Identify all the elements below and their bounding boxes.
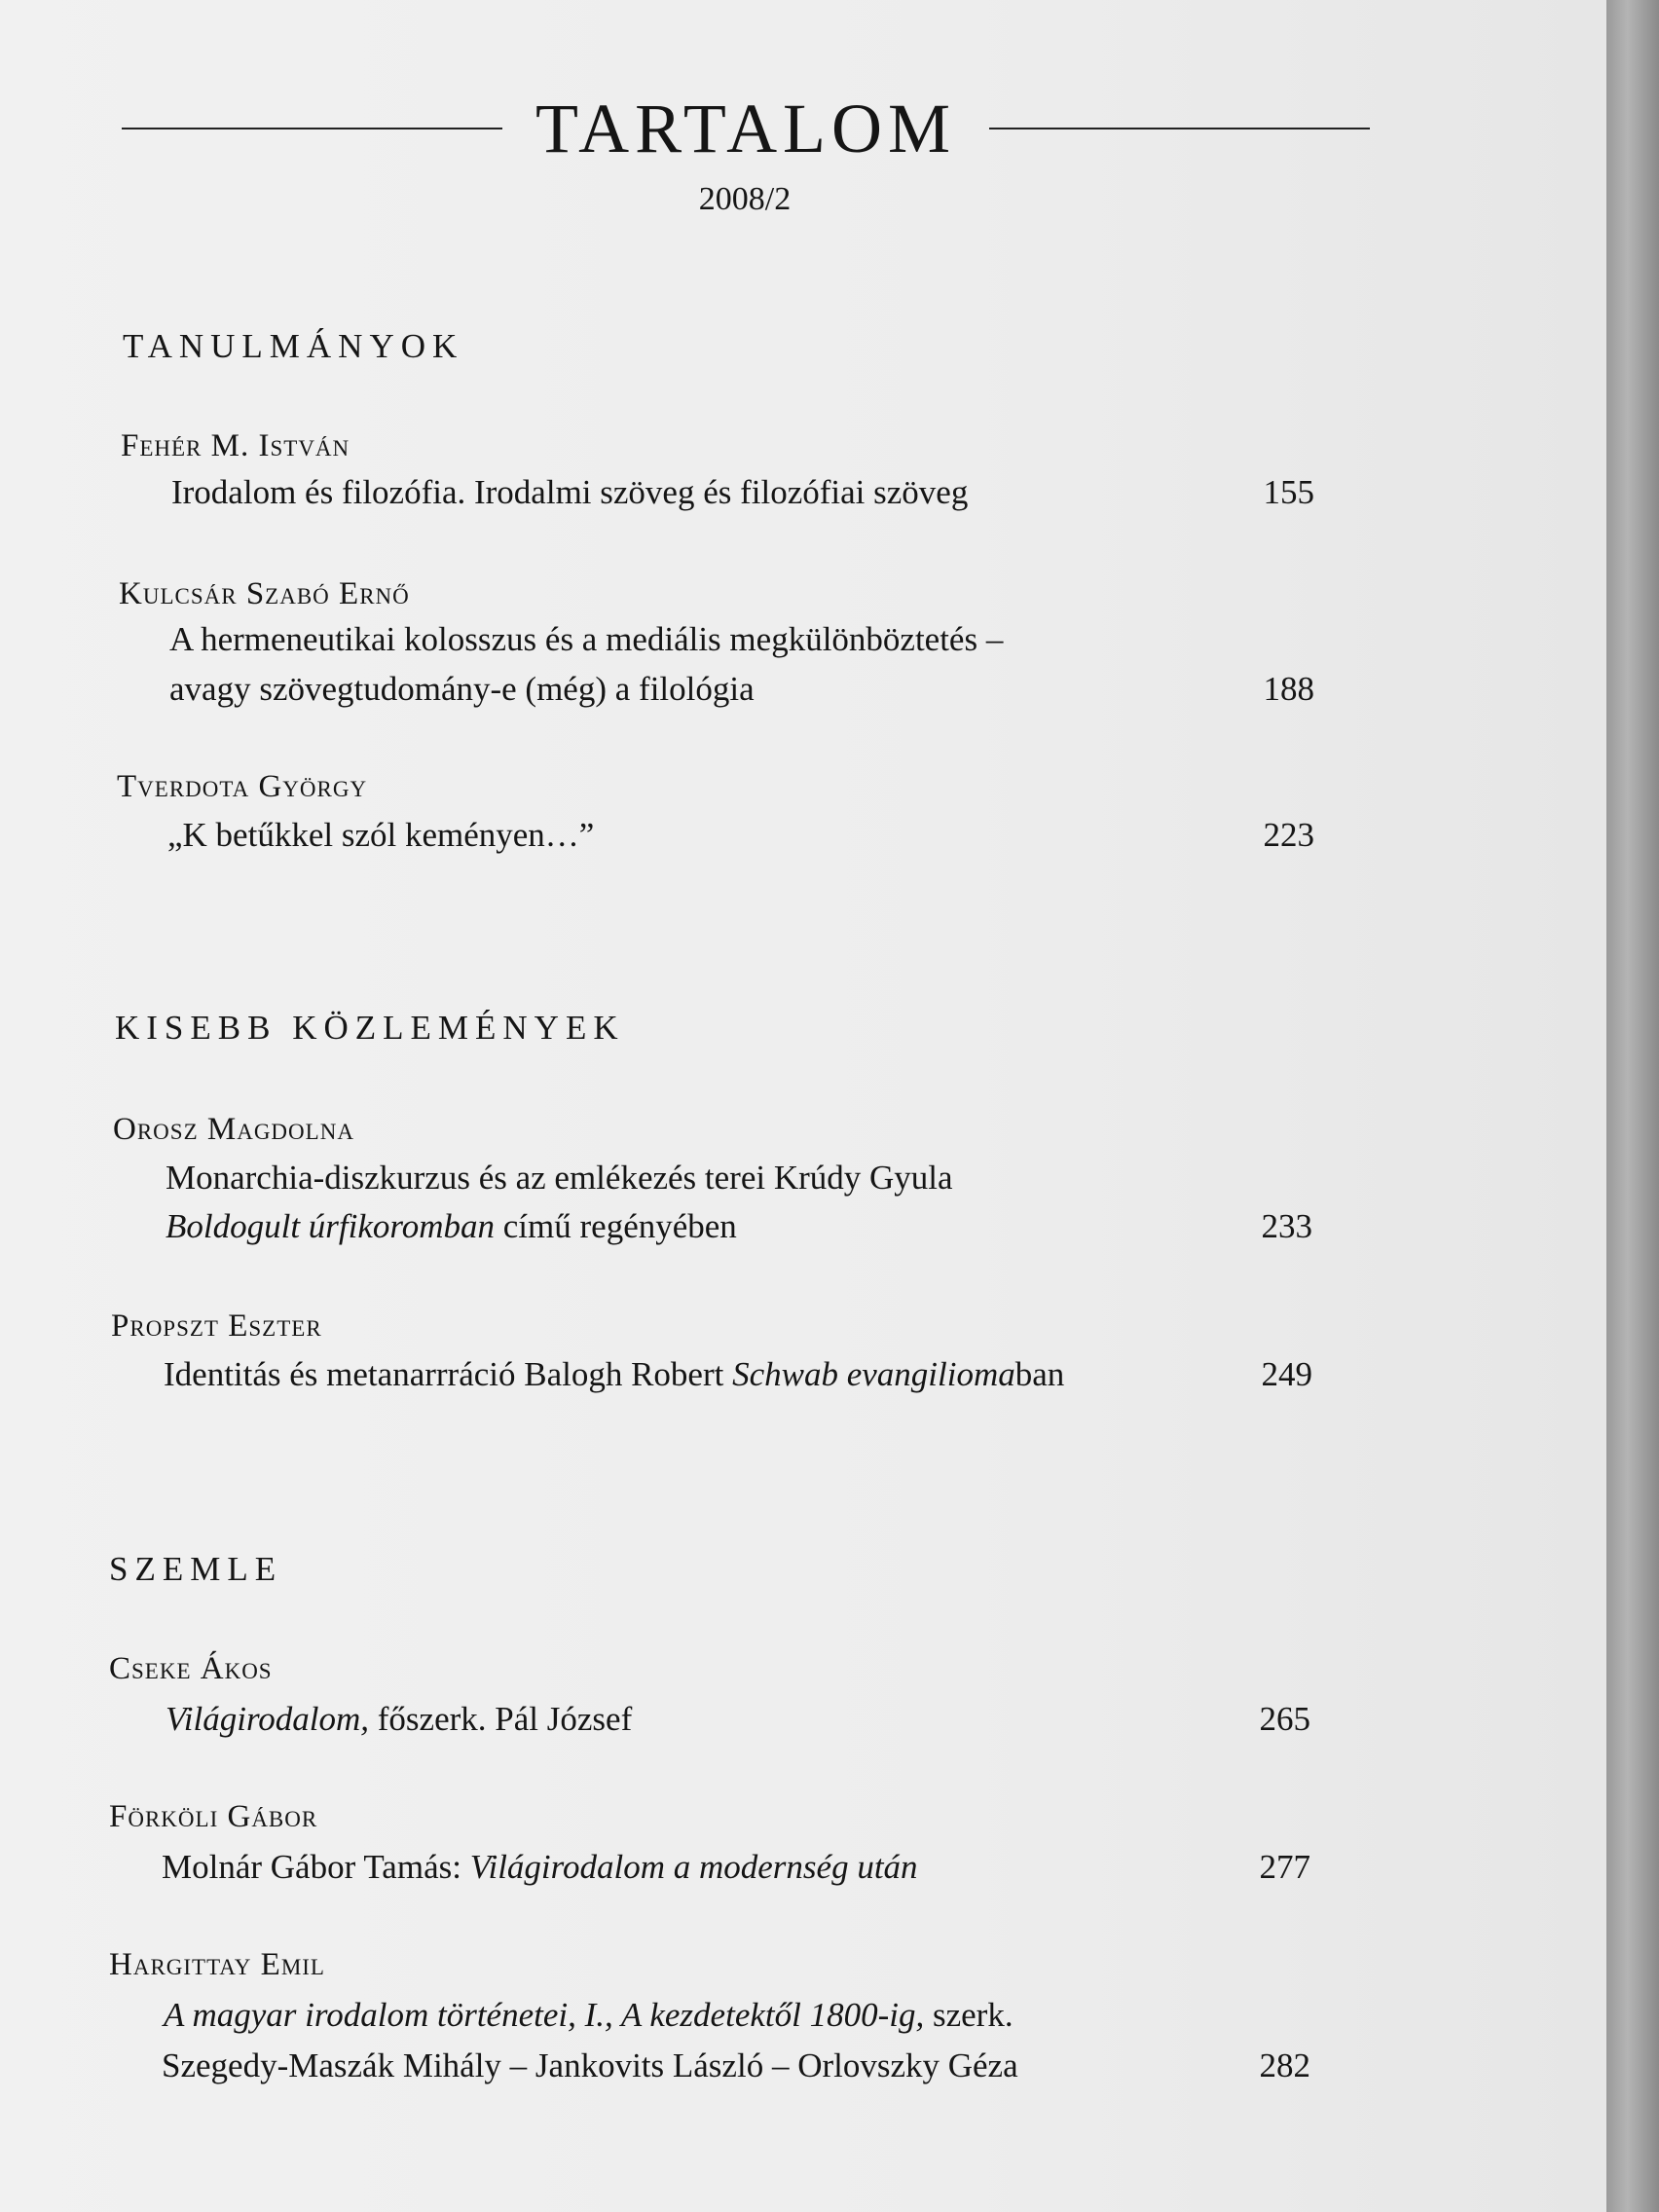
work-title: Boldogult úrfikoromban: [166, 1207, 496, 1245]
entry-author: Kulcsár Szabó Ernő: [119, 576, 410, 611]
work-title: Világirodalom,: [166, 1700, 370, 1738]
entry-title: [164, 1355, 1064, 1394]
entry-title: [166, 1207, 737, 1246]
entry-title: [164, 1996, 1014, 2035]
header-rule-right: [989, 128, 1370, 129]
entry-page-number: 277: [1259, 1848, 1310, 1886]
work-title: Világirodalom a modernség után: [469, 1848, 918, 1886]
entry-title: [162, 1848, 918, 1887]
entry-title-tail: szerk.: [924, 1996, 1014, 2034]
entry-title-text: Molnár Gábor Tamás:: [162, 1848, 470, 1886]
entry-author: Tverdota György: [117, 769, 368, 804]
entry-page-number: 233: [1261, 1207, 1312, 1245]
entry-page-number: 265: [1259, 1700, 1310, 1738]
entry-page-number: 155: [1263, 473, 1314, 511]
entry-author: Cseke Ákos: [109, 1651, 273, 1686]
entry-title: avagy szövegtudomány-e (még) a filológia: [169, 670, 755, 708]
entry-title: A hermeneutikai kolosszus és a mediális megkülönböztetés –: [169, 620, 1004, 658]
entry-author: Förköli Gábor: [109, 1799, 318, 1834]
entry-author: Orosz Magdolna: [113, 1112, 354, 1147]
entry-title-tail: ban: [1014, 1355, 1065, 1393]
section-heading-szemle: SZEMLE: [109, 1550, 283, 1588]
entry-title-tail: főszerk. Pál József: [369, 1700, 633, 1738]
entry-page-number: 188: [1263, 670, 1314, 708]
entry-title: Monarchia-diszkurzus és az emlékezés terei Krúdy Gyula: [166, 1159, 953, 1197]
entry-title: „K betűkkel szól keményen…”: [167, 816, 595, 854]
entry-title-tail: című regényében: [495, 1207, 737, 1245]
entry-page-number: 282: [1259, 2046, 1310, 2084]
entry-title: [166, 1700, 632, 1739]
entry-page-number: 223: [1263, 816, 1314, 854]
issue-number: 2008/2: [698, 181, 792, 217]
work-title: A magyar irodalom történetei, I., A kezdetektől 1800-ig,: [164, 1996, 925, 2034]
toc-title: TARTALOM: [535, 90, 957, 167]
toc-header: [122, 90, 1370, 167]
work-title: Schwab evangilioma: [732, 1355, 1015, 1393]
entry-author: Fehér M. István: [121, 428, 350, 463]
entry-title-text: Identitás és metanarrráció Balogh Robert: [164, 1355, 733, 1393]
entry-author: Hargittay Emil: [109, 1947, 325, 1982]
entry-title: Szegedy-Maszák Mihály – Jankovits László – Orlovszky Géza: [162, 2046, 1018, 2084]
entry-title: Irodalom és filozófia. Irodalmi szöveg és filozófiai szöveg: [171, 473, 969, 511]
entry-author: Propszt Eszter: [111, 1309, 322, 1344]
header-rule-left: [122, 128, 502, 129]
book-spine-edge: [1606, 0, 1659, 2212]
section-heading-kisebb-kozlemenyek: KISEBB KÖZLEMÉNYEK: [115, 1009, 625, 1047]
entry-page-number: 249: [1261, 1355, 1312, 1393]
section-heading-tanulmanyok: TANULMÁNYOK: [123, 327, 464, 365]
